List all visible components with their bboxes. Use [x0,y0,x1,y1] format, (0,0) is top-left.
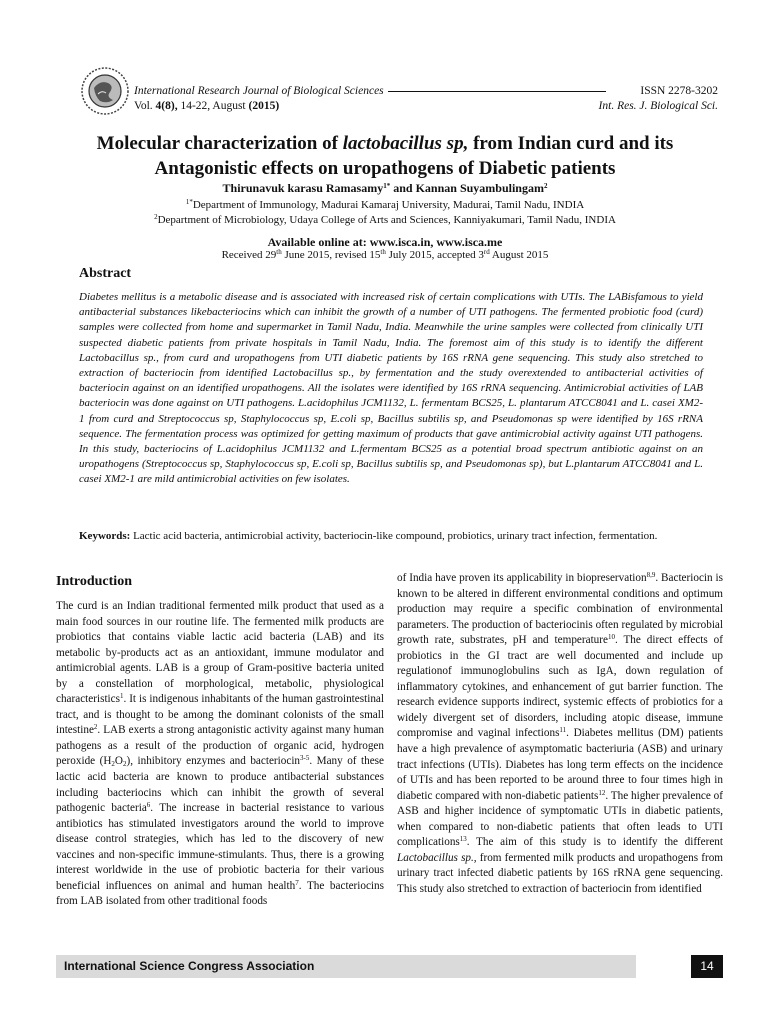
page-number: 14 [691,955,723,978]
introduction-left-column: The curd is an Indian traditional fermented milk product that used as a main food sources in our routine life. The fermented milk products are probiotics that contains viable lactic acid bacteria (LAB) and its metabolic by-products act as an antioxidant, immune modulator and antimicrobial agents. LAB is a group of Gram-positive bacteria united by a constellation of morphological, metabolic, physiological characteristics$^1$. It is indigenous inhabitants of the human gastrointestinal tract, and is thought to be among the dominant colonists of the small intestine$^2$. LAB exerts a strong antagonistic activity against many human pathogens as a result of the production of organic acid, hydrogen peroxide $(H_2O_2)$, inhibitory enzymes and bacteriocin$^{3-5}$. Many of these lactic acid bacteria are known to produce antibacterial substances including bacteriocins which can inhibit the growth of several pathogenic bacteria$^6$. The increase in bacterial resistance to various antibiotics has stimulated investigators around the world to improve disease control strategies, which has led to the discovery of new vaccines and non-specific immune-stimulants. Thus, there is a growing interest worldwide in the use of probiotic bacteria for their various beneficial influences on animal and human health$^7$. The bacteriocins from LAB isolated from other traditional foods [56,600,384,908]
abstract-text: Diabetes mellitus is a metabolic disease and is associated with increased risk of certain complications with UTIs. The LABisfamous to yield antibacterial substances likebacteriocins which can inhibit the growth of a number of UTI pathogens. The fermented probiotic food (curd) samples were collected from home and supermarket in Tamil Nadu, India. Meanwhile the urine samples were collected from clinically UTI suspected diabetic patients from private hospitals in Tamil Nadu, India. The foremost aim of this study is to identify the different Lactobacillus sp., from curd and uropathogens from UTI diabetic patients by 16S rRNA gene sequencing. This study also stretched to extraction of bacteriocin from identified Lactobacillus sp., by fermentation and the study overextended to antibacterial activities of bacteriocin against on an identified uropathogens. All the isolates were identified by 16S rRNA sequencing. Antimicrobial activities of LAB bacteriocin was done against on UTI pathogens. L.acidophilus JCM1132, L. fermentam BCS25, L. plantarum ATCC8041 and L. casei XM2-1 from curd and Streptococcus sp, Staphylococcus sp, E.coli sp, Bacillus subtilis sp, and Pseudomonas sp were identified by 16S rRNA sequence. The fermentation process was optimized for getting maximum of products that gave antimicrobial activity against UTI pathogens. In this study, bacteriocins of L.acidophilus JCM1132 and L.fermentam BCS25 as a potential broad spectrum antibiotic against on an uropathogens (Streptococcus sp, Staphylococcus sp, E.coli sp, Bacillus subtilis sp, and Pseudomonas sp), but L.plantarum ATCC8041 and L. casei XM2-1 are mild antimicrobial activities on few isolates. [79,291,703,486]
author-1: Thirunavuk karasu Ramasamy [222,181,384,195]
volume-info: Vol. 4(8), 14-22, August (2015) [134,100,280,112]
author-list: Thirunavuk karasu Ramasamy$^{1*}$ and Kannan Suyambulingam$^2$ [222,181,548,195]
journal-abbreviation: Int. Res. J. Biological Sci. [598,100,718,112]
page-footer [56,955,723,978]
received-dates: Received 29th June 2015, revised 15th July 2015, accepted 3rd August 2015 [221,248,549,261]
author-2: Kannan Suyambulingam [415,181,544,195]
introduction-right-column: of India have proven its applicability in biopreservation$^{8,9}$. Bacteriocin is known to be altered in different environmental conditions and optimum production may require a specific combination of environmental parameters. The production of bacteriocinis often regulated by microbial growth rate, substrates, pH and temperature$^{10}$. The direct effects of probiotics in the GI tract are well documented and include up regulationof immunoglobulins such as IgA, down regulation of inflammatory cytokines, and enhancement of gut barrier function. The research evidence supports indirect, systemic effects of probiotics for a widely divergent set of disorders, including atopic disease, immune compromise and vaginal infections$^{11}$. Diabetes mellitus (DM) patients have a high prevalence of asymptomatic bacteriuria (ASB) and urinary tract infections (UTIs). Diabetes has long term effects on the incidence of UTIs and has been reported to be around three to four times high in diabetic compared with non-diabetic patients$^{12}$. The higher prevalence of ASB and higher incidence of symptomatic UTIs in diabetic patients, when compared to non-diabetic patients that often leads to UTI complications$^{13}$. The aim of this study is to identify the different Lactobacillus sp., from fermented milk products and uropathogens from urinary tract infected diabetic patients by 16S rRNA gene sequencing. This study also stretched to extraction of bacteriocin from identified [397,571,723,895]
abstract-heading: Abstract [79,266,132,281]
affiliation-1: $^{1*}$Department of Immunology, Madurai Kamaraj University, Madurai, Tamil Nadu, INDIA [185,198,585,211]
introduction-heading: Introduction [56,574,132,589]
affiliation-2: $^2$Department of Microbiology, Udaya College of Arts and Sciences, Kanniyakumari, Tamil Nadu, INDIA [154,213,616,226]
keywords: Keywords: Lactic acid bacteria, antimicrobial activity, bacteriocin-like compound, probiotics, urinary tract infection, fermentation. [79,530,658,542]
header-rule [388,91,606,92]
journal-logo-icon [80,66,130,116]
availability-line: Available online at: www.isca.in, www.isca.me [267,235,503,249]
journal-header-right [599,84,718,114]
issn: ISSN 2278-3202 [640,85,718,97]
paper-title: Molecular characterization of lactobacillus sp, from Indian curd and its Antagonistic effects on uropathogens of Diabetic patients [96,133,674,179]
journal-name: International Research Journal of Biological Sciences [134,85,384,97]
journal-header-left [134,84,610,114]
footer-association: International Science Congress Association [56,955,636,978]
affiliations [40,198,730,228]
